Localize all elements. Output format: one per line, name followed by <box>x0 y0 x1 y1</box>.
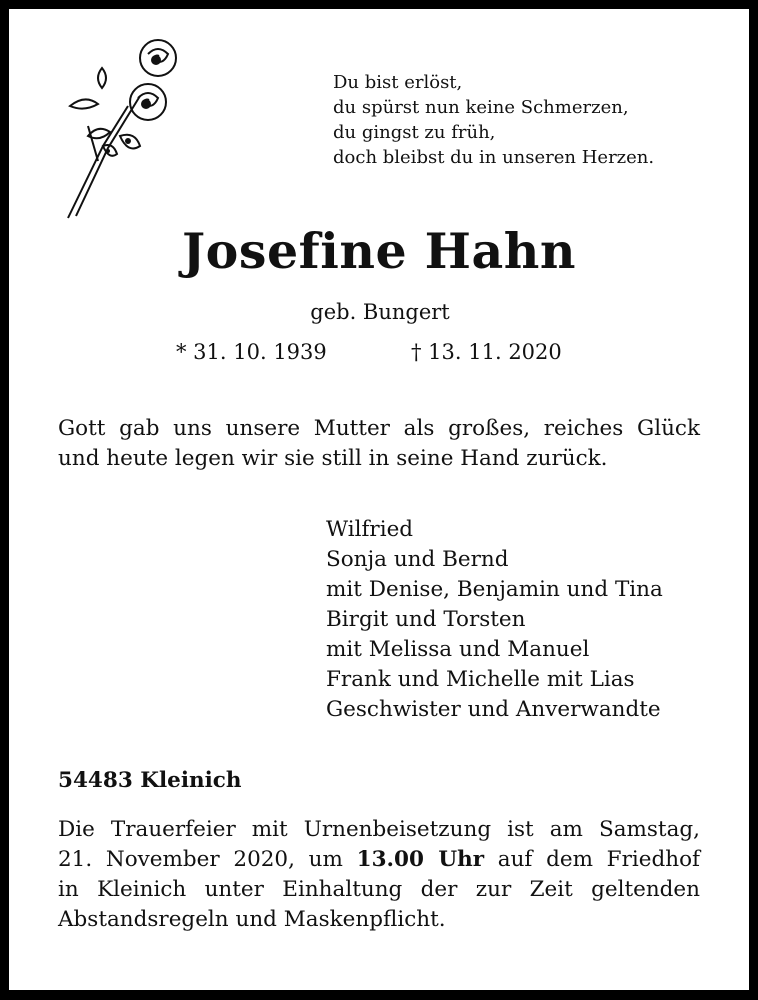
poem-line: doch bleibst du in unseren Herzen. <box>333 147 655 168</box>
funeral-service-notice <box>58 815 700 935</box>
service-line: Abstandsregeln und Maskenpflicht. <box>58 907 446 932</box>
service-line <box>58 845 700 875</box>
family-member: Wilfried <box>326 517 414 542</box>
service-line: Die Trauerfeier mit Urnenbeisetzung ist am Samstag, <box>58 817 700 842</box>
poem-line: du gingst zu früh, <box>333 122 496 143</box>
family-member: Geschwister und Anverwandte <box>326 697 661 722</box>
family-member: mit Denise, Benjamin und Tina <box>326 577 663 602</box>
memorial-verse <box>58 414 700 474</box>
service-time: 13.00 Uhr <box>356 847 485 872</box>
maiden-name-text: geb. Bungert <box>310 300 450 324</box>
family-member: mit Melissa und Manuel <box>326 637 590 662</box>
poem-line: du spürst nun keine Schmerzen, <box>333 97 629 118</box>
place: 54483 Kleinich <box>58 768 242 793</box>
maiden-name <box>0 300 758 324</box>
poem <box>333 70 654 170</box>
deceased-name: Josefine Hahn <box>182 222 576 280</box>
poem-line: Du bist erlöst, <box>333 72 463 93</box>
birth-date: * 31. 10. 1939 <box>176 340 327 364</box>
service-location: auf dem Friedhof <box>497 847 700 872</box>
service-line: in Kleinich unter Einhaltung der zur Zeit geltenden <box>58 877 700 902</box>
family-member: Birgit und Torsten <box>326 607 526 632</box>
family-member: Sonja und Bernd <box>326 547 509 572</box>
family-list <box>326 515 663 725</box>
verse-line: Gott gab uns unsere Mutter als großes, reiches Glück <box>58 416 700 441</box>
verse-line: und heute legen wir sie still in seine Hand zurück. <box>58 446 608 471</box>
service-date: 21. November 2020, um <box>58 847 343 872</box>
family-member: Frank und Michelle mit Lias <box>326 667 635 692</box>
death-date: † 13. 11. 2020 <box>411 340 562 364</box>
rose-illustration-icon <box>58 36 188 222</box>
